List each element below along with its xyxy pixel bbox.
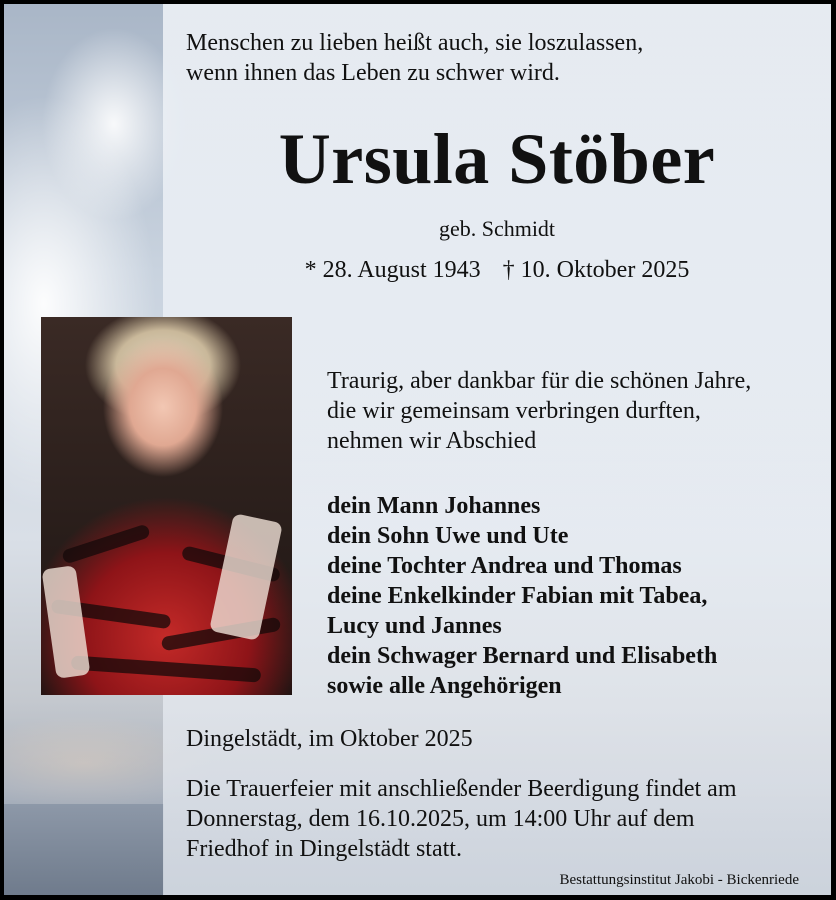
mourner-line: dein Sohn Uwe und Ute xyxy=(327,523,569,549)
intro-line: Traurig, aber dankbar für die schönen Jahre, xyxy=(327,368,752,394)
ceremony-info xyxy=(186,774,737,864)
place-date: Dingelstädt, im Oktober 2025 xyxy=(186,726,473,752)
portrait-photo xyxy=(41,317,292,695)
sea-background xyxy=(4,804,164,895)
obituary-notice xyxy=(4,4,831,895)
mourner-line: dein Mann Johannes xyxy=(327,493,541,519)
deceased-name: Ursula Stöber xyxy=(278,119,716,199)
intro-line: nehmen wir Abschied xyxy=(327,428,537,454)
mourners-list xyxy=(327,491,717,701)
mourner-line: sowie alle Angehörigen xyxy=(327,673,562,699)
mourner-line: deine Enkelkinder Fabian mit Tabea, xyxy=(327,583,708,609)
motto-line: Menschen zu lieben heißt auch, sie loszulassen, xyxy=(186,30,644,56)
ceremony-line: Donnerstag, dem 16.10.2025, um 14:00 Uhr auf dem xyxy=(186,806,695,832)
death-date: † 10. Oktober 2025 xyxy=(502,257,690,283)
birth-name: geb. Schmidt xyxy=(438,216,556,241)
motto xyxy=(186,28,643,88)
intro-text xyxy=(327,366,751,456)
intro-line: die wir gemeinsam verbringen durften, xyxy=(327,398,701,424)
birth-date: * 28. August 1943 xyxy=(304,257,481,283)
mourner-line: dein Schwager Bernard und Elisabeth xyxy=(327,643,718,669)
undertaker-credit: Bestattungsinstitut Jakobi - Bickenriede xyxy=(559,872,799,888)
motto-line: wenn ihnen das Leben zu schwer wird. xyxy=(186,60,560,86)
ceremony-line: Friedhof in Dingelstädt statt. xyxy=(186,836,462,862)
mourner-line: deine Tochter Andrea und Thomas xyxy=(327,553,682,579)
mourner-line: Lucy und Jannes xyxy=(327,613,502,639)
life-dates xyxy=(163,257,831,284)
ceremony-line: Die Trauerfeier mit anschließender Beerdigung findet am xyxy=(186,776,737,802)
